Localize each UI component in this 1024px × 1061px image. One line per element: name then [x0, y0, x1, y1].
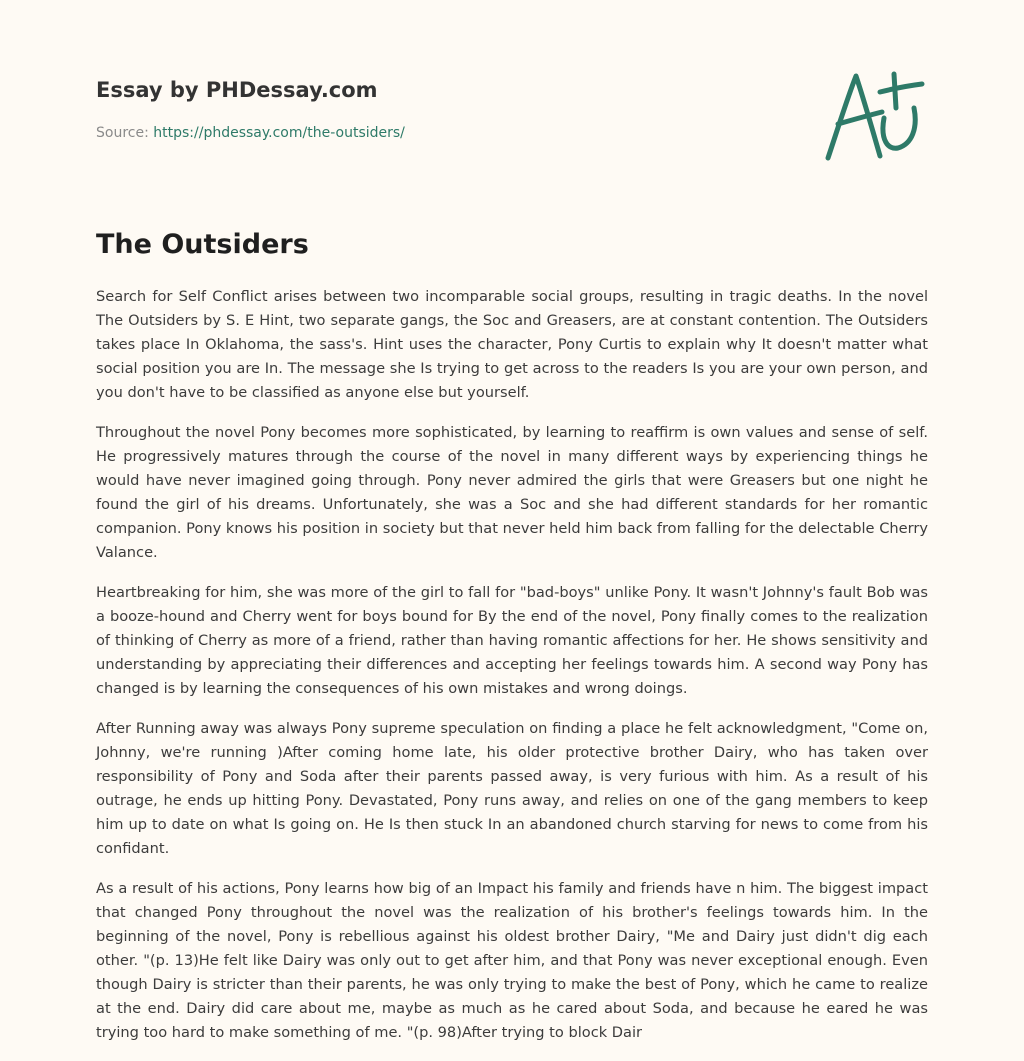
essay-body	[96, 285, 928, 1061]
essay-paragraph: Heartbreaking for him, she was more of the girl to fall for "bad-boys" unlike Pony. It wasn't Johnny's fault Bob was a booze-hound and Cherry went for boys bound for By the end of the novel, Pony finally comes to the realization of thinking of Cherry as more of a friend, rather than having romantic affections for her. He shows sensitivity and understanding by appreciating their differences and accepting her feelings towards him. A second way Pony has changed is by learning the consequences of his own mistakes and wrong doings.	[96, 584, 928, 697]
site-brand: Essay by PHDessay.com	[96, 78, 378, 102]
essay-paragraph: After Running away was always Pony supreme speculation on finding a place he felt acknowledgment, "Come on, Johnny, we're running )After coming home late, his older protective brother Dairy, who has taken over responsibility of Pony and Soda after their parents passed away, is very furious with him. As a result of his outrage, he ends up hitting Pony. Devastated, Pony runs away, and relies on one of the gang members to keep him up to date on what Is going on. He Is then stuck In an abandoned church starving for news to come from his confidant.	[96, 720, 928, 857]
essay-title: The Outsiders	[96, 229, 309, 260]
source-link[interactable]: https://phdessay.com/the-outsiders/	[153, 125, 405, 141]
essay-paragraph: Throughout the novel Pony becomes more sophisticated, by learning to reaffirm is own values and sense of self. He progressively matures through the course of the novel in many different ways by experiencing things he would have never imagined going through. Pony never admired the girls that were Greasers but one night he found the girl of his dreams. Unfortunately, she was a Soc and she had different standards for her romantic companion. Pony knows his position in society but that never held him back from falling for the delectable Cherry Valance.	[96, 424, 928, 561]
a-plus-logo-icon	[822, 66, 926, 166]
source-label: Source:	[96, 125, 149, 141]
essay-paragraph: As a result of his actions, Pony learns how big of an Impact his family and friends have n him. The biggest impact that changed Pony throughout the novel was the realization of his brother's feelings towards him. In the beginning of the novel, Pony is rebellious against his oldest brother Dairy, "Me and Dairy just didn't dig each other. "(p. 13)He felt like Dairy was only out to get after him, and that Pony was never exceptional enough. Even though Dairy is stricter than their parents, he was only trying to make the best of Pony, which he came to realize at the end. Dairy did care about me, maybe as much as he cared about Soda, and because he eared he was trying too hard to make something of me. "(p. 98)After trying to block Dair	[96, 880, 928, 1041]
source-line	[96, 124, 405, 142]
essay-paragraph: Search for Self Conflict arises between two incomparable social groups, resulting in tragic deaths. In the novel The Outsiders by S. E Hint, two separate gangs, the Soc and Greasers, are at constant contention. The Outsiders takes place In Oklahoma, the sass's. Hint uses the character, Pony Curtis to explain why It doesn't matter what social position you are In. The message she Is trying to get across to the readers Is you are your own person, and you don't have to be classified as anyone else but yourself.	[96, 288, 928, 401]
page	[96, 0, 928, 1060]
